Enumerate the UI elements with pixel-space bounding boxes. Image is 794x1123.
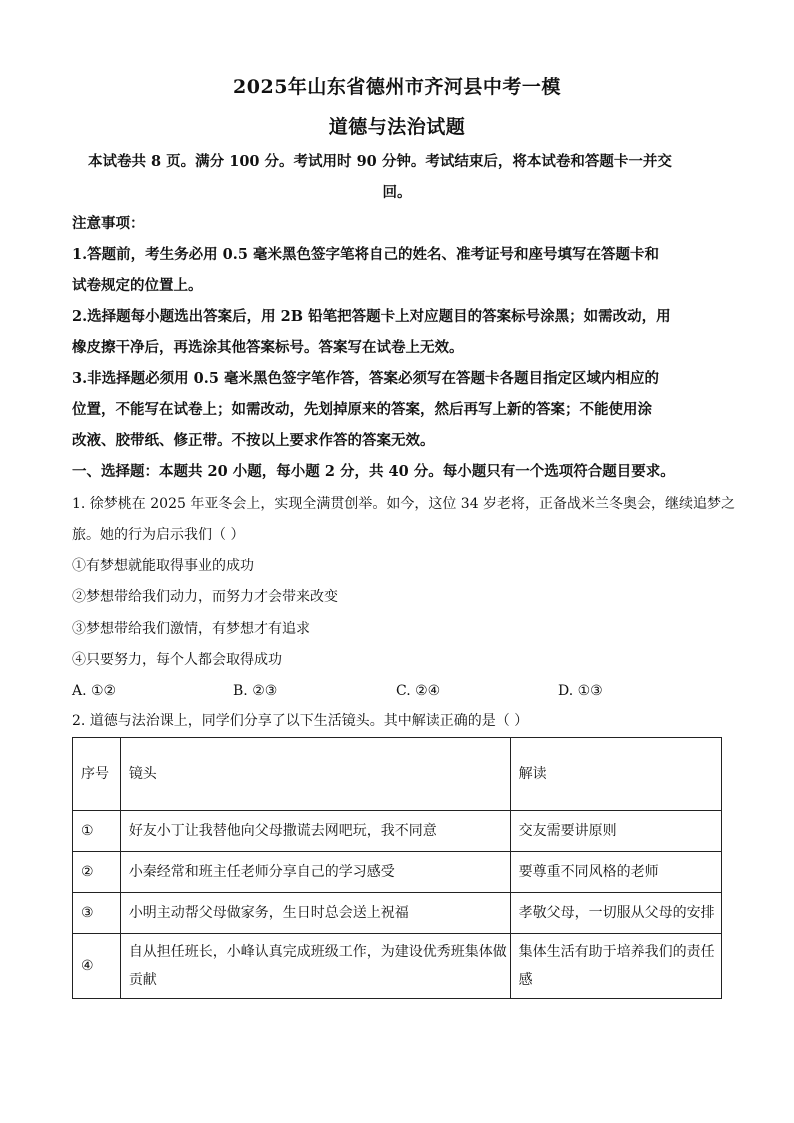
notice-line: 改液、胶带纸、修正带。不按以上要求作答的答案无效。 <box>72 432 435 449</box>
table-cell-index: ④ <box>73 934 121 999</box>
table-cell-interpretation: 要尊重不同风格的老师 <box>510 852 721 893</box>
table-cell-index: ② <box>73 852 121 893</box>
table-cell-index: ① <box>73 811 121 852</box>
q1-option-b: B. ②③ <box>233 683 278 699</box>
notice-line: 1.答题前，考生务必用 0.5 毫米黑色签字笔将自己的姓名、准考证号和座号填写在答题卡和 <box>72 246 659 263</box>
header-cell-scene: 镜头 <box>120 738 510 811</box>
section-heading: 一、选择题：本题共 20 小题，每小题 2 分，共 40 分。每小题只有一个选项符合题目要求。 <box>72 463 675 480</box>
table-cell-index: ③ <box>73 893 121 934</box>
q1-statement: ①有梦想就能取得事业的成功 <box>72 558 254 574</box>
exam-subtitle: 道德与法治试题 <box>328 116 466 138</box>
table-cell-interpretation: 孝敬父母，一切服从父母的安排 <box>510 893 721 934</box>
q2-stem: 2. 道德与法治课上，同学们分享了以下生活镜头。其中解读正确的是（ ） <box>72 713 529 729</box>
notice-heading: 注意事项： <box>72 215 145 232</box>
q1-statement: ④只要努力，每个人都会取得成功 <box>72 652 282 668</box>
header-cell-index: 序号 <box>73 738 121 811</box>
q1-statement: ③梦想带给我们激情，有梦想才有追求 <box>72 621 310 637</box>
header-cell-interpretation: 解读 <box>510 738 721 811</box>
table-cell-scene: 小明主动帮父母做家务，生日时总会送上祝福 <box>120 893 510 934</box>
table-header-row <box>73 738 722 811</box>
table-cell-scene: 好友小丁让我替他向父母撒谎去网吧玩，我不同意 <box>120 811 510 852</box>
q1-stem-line-1: 1. 徐梦桃在 2025 年亚冬会上，实现全满贯创举。如今，这位 34 岁老将，正备战米兰冬奥会，继续追梦之 <box>72 496 736 512</box>
notice-line: 试卷规定的位置上。 <box>72 277 203 294</box>
table-cell-interpretation: 集体生活有助于培养我们的责任感 <box>510 934 721 999</box>
notice-line: 橡皮擦干净后，再选涂其他答案标号。答案写在试卷上无效。 <box>72 339 464 356</box>
table-cell-scene: 自从担任班长，小峰认真完成班级工作，为建设优秀班集体做贡献 <box>120 934 510 999</box>
table-row <box>73 934 722 999</box>
q2-table <box>72 737 722 999</box>
q1-stem-line-2: 旅。她的行为启示我们（ ） <box>72 527 245 543</box>
q1-statement: ②梦想带给我们动力，而努力才会带来改变 <box>72 589 338 605</box>
table-row <box>73 893 722 934</box>
q1-option-c: C. ②④ <box>396 683 441 699</box>
intro-line-2: 回。 <box>382 184 412 201</box>
q1-option-d: D. ①③ <box>558 683 603 699</box>
exam-title: 2025年山东省德州市齐河县中考一模 <box>233 76 561 98</box>
table-row <box>73 811 722 852</box>
notice-line: 3.非选择题必须用 0.5 毫米黑色签字笔作答，答案必须写在答题卡各题目指定区域内相应的 <box>72 370 659 387</box>
table-row <box>73 852 722 893</box>
intro-line-1: 本试卷共 8 页。满分 100 分。考试用时 90 分钟。考试结束后，将本试卷和答题卡一并交 <box>88 153 672 170</box>
q1-option-a: A. ①② <box>72 683 117 699</box>
notice-line: 2.选择题每小题选出答案后，用 2B 铅笔把答题卡上对应题目的答案标号涂黑；如需改动，用 <box>72 308 671 325</box>
notice-line: 位置，不能写在试卷上；如需改动，先划掉原来的答案，然后再写上新的答案；不能使用涂 <box>72 401 652 418</box>
table-cell-scene: 小秦经常和班主任老师分享自己的学习感受 <box>120 852 510 893</box>
table-cell-interpretation: 交友需要讲原则 <box>510 811 721 852</box>
